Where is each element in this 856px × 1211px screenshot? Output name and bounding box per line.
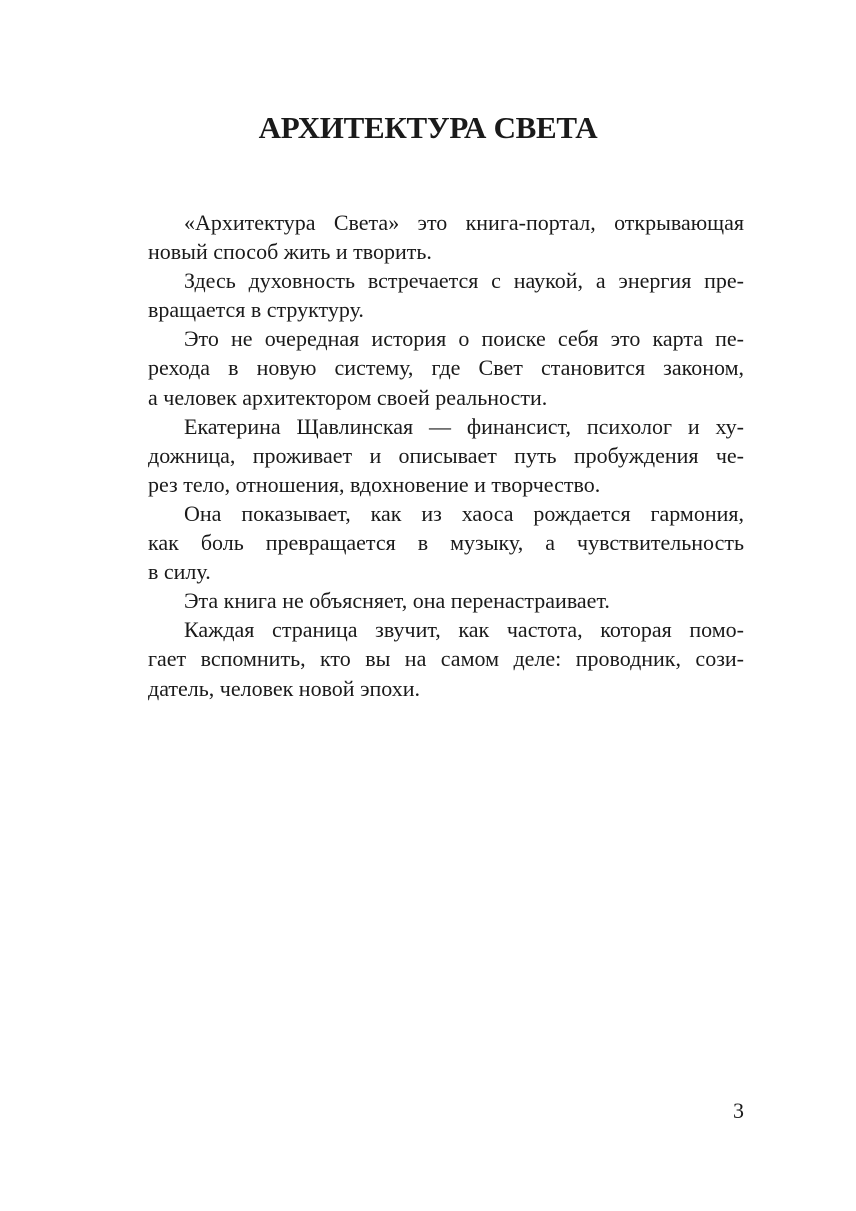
page-number: 3 <box>733 1098 744 1123</box>
text-line: новый способ жить и творить. <box>148 239 432 265</box>
text-line: Эта книга не объясняет, она перенастраивает. <box>184 588 610 614</box>
text-line: «Архитектура Света» это книга-портал, открывающая <box>184 210 744 235</box>
text-line: в силу. <box>148 559 211 585</box>
text-line: рехода в новую систему, где Свет становится законом, <box>148 355 744 381</box>
text-line: гает вспомнить, кто вы на самом деле: проводник, сози- <box>148 646 744 672</box>
text-line: Екатерина Щавлинская — финансист, психолог и ху- <box>184 413 744 439</box>
text-line: Она показывает, как из хаоса рождается гармония, <box>184 500 744 526</box>
text-line: дожница, проживает и описывает путь пробуждения че- <box>148 442 744 468</box>
text-line: как боль превращается в музыку, а чувствительность <box>148 530 744 556</box>
text-line: Это не очередная история о поиске себя это карта пе- <box>184 326 744 352</box>
text-line: Каждая страница звучит, как частота, которая помо- <box>184 617 744 643</box>
text-line: вращается в структуру. <box>148 297 364 323</box>
body-text <box>148 208 744 703</box>
page-title: АРХИТЕКТУРА СВЕТА <box>258 110 598 145</box>
text-line: Здесь духовность встречается с наукой, а энергия пре- <box>184 268 744 294</box>
text-line: рез тело, отношения, вдохновение и творчество. <box>148 471 601 497</box>
text-line: датель, человек новой эпохи. <box>148 675 421 701</box>
text-line: а человек архитектором своей реальности. <box>148 384 548 410</box>
